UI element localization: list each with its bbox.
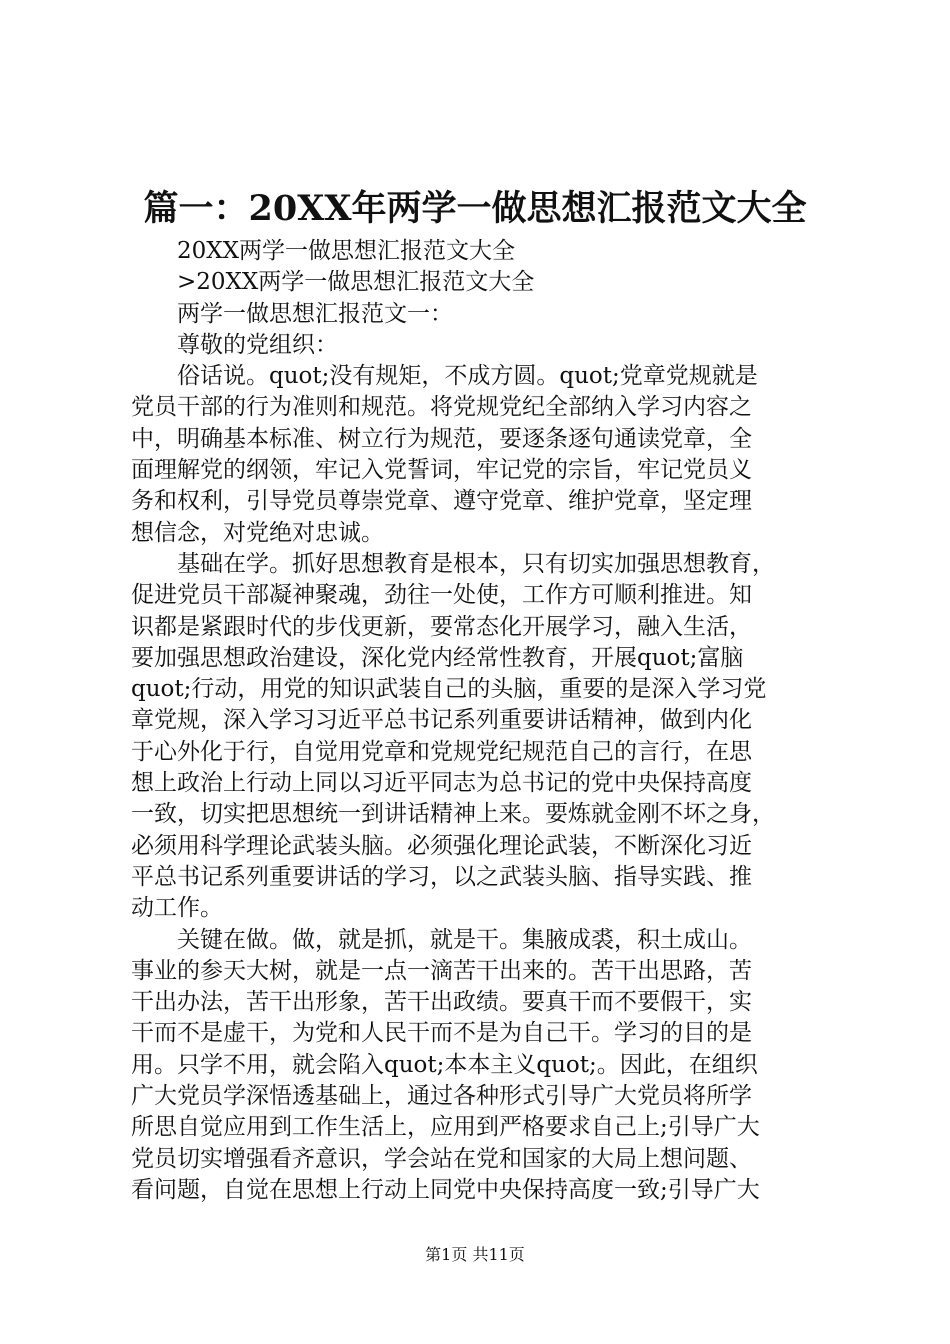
text-line: 尊敬的党组织： — [177, 331, 338, 358]
text-line: 看问题，自觉在思想上行动上同党中央保持高度一致;引导广大 — [131, 1176, 760, 1203]
text-line: 党员干部的行为准则和规范。将党规党纪全部纳入学习内容之 — [131, 394, 752, 421]
text-line: 促进党员干部凝神聚魂，劲往一处使，工作方可顺利推进。知 — [131, 582, 752, 609]
text-line: 干而不是虚干，为党和人民干而不是为自己干。学习的目的是 — [131, 1020, 752, 1047]
text-line: quot;行动，用党的知识武装自己的头脑，重要的是深入学习党 — [131, 676, 767, 703]
text-line: 于心外化于行，自觉用党章和党规党纪规范自己的言行，在思 — [131, 738, 752, 765]
text-line: 两学一做思想汇报范文一： — [177, 300, 453, 327]
text-line: 要加强思想政治建设，深化党内经常性教育，开展quot;富脑 — [131, 644, 744, 671]
document-body — [131, 236, 831, 1206]
text-line: 平总书记系列重要讲话的学习，以之武装头脑、指导实践、推 — [131, 863, 752, 890]
text-line: 动工作。 — [131, 895, 223, 922]
text-line: 章党规，深入学习习近平总书记系列重要讲话精神，做到内化 — [131, 707, 752, 734]
page-footer: 第1页 共11页 — [425, 1245, 525, 1264]
text-line: 党员切实增强看齐意识，学会站在党和国家的大局上想问题、 — [131, 1145, 752, 1172]
text-line: 用。只学不用，就会陷入quot;本本主义quot;。因此，在组织 — [131, 1051, 758, 1078]
text-line: 想信念，对党绝对忠诚。 — [131, 519, 384, 546]
text-line: 俗话说。quot;没有规矩，不成方圆。quot;党章党规就是 — [177, 363, 758, 390]
text-line: 关键在做。做，就是抓，就是干。集腋成裘，积土成山。 — [177, 926, 752, 953]
text-line: 广大党员学深悟透基础上，通过各种形式引导广大党员将所学 — [131, 1083, 752, 1110]
page-title: 篇一：20XX年两学一做思想汇报范文大全 — [143, 188, 807, 229]
text-line: 干出办法，苦干出形象，苦干出政绩。要真干而不要假干，实 — [131, 989, 752, 1016]
text-line: 事业的参天大树，就是一点一滴苦干出来的。苦干出思路，苦 — [131, 957, 752, 984]
text-line: 必须用科学理论武装头脑。必须强化理论武装，不断深化习近 — [131, 832, 752, 859]
text-line: 识都是紧跟时代的步伐更新，要常态化开展学习，融入生活， — [131, 613, 752, 640]
text-line: 20XX两学一做思想汇报范文大全 — [177, 238, 516, 264]
text-line: 面理解党的纲领，牢记入党誓词，牢记党的宗旨，牢记党员义 — [131, 457, 752, 484]
text-line: 中，明确基本标准、树立行为规范，要逐条逐句通读党章，全 — [131, 425, 752, 452]
text-line: 想上政治上行动上同以习近平同志为总书记的党中央保持高度 — [131, 770, 752, 797]
text-line: 基础在学。抓好思想教育是根本，只有切实加强思想教育， — [177, 550, 775, 577]
text-line: 务和权利，引导党员尊崇党章、遵守党章、维护党章，坚定理 — [131, 488, 752, 515]
text-line: 一致，切实把思想统一到讲话精神上来。要炼就金刚不坏之身， — [131, 801, 775, 828]
text-line: 所思自觉应用到工作生活上，应用到严格要求自己上;引导广大 — [131, 1114, 760, 1141]
text-line: >20XX两学一做思想汇报范文大全 — [177, 269, 535, 296]
